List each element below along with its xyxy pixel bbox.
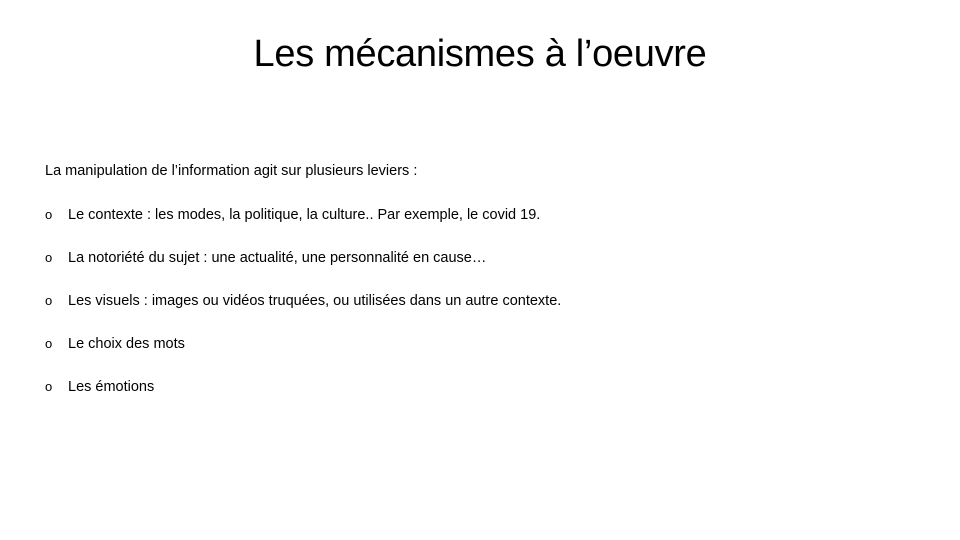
lead-text: La manipulation de l’information agit sur plusieurs leviers : <box>45 163 418 179</box>
bullet-marker-icon: o <box>45 250 53 265</box>
bullet-item <box>45 290 925 312</box>
bullet-text: La notoriété du sujet : une actualité, une personnalité en cause… <box>68 250 487 266</box>
bullet-marker-icon: o <box>45 336 53 351</box>
bullet-item <box>45 376 925 398</box>
bullet-text: Le contexte : les modes, la politique, la culture.. Par exemple, le covid 19. <box>68 207 541 223</box>
slide-content <box>45 160 925 419</box>
bullet-item <box>45 333 925 355</box>
bullet-list <box>45 204 925 398</box>
bullet-item <box>45 247 925 269</box>
bullet-marker-icon: o <box>45 293 53 308</box>
bullet-text: Les émotions <box>68 379 155 395</box>
bullet-text: Le choix des mots <box>68 336 185 352</box>
bullet-marker-icon: o <box>45 379 53 394</box>
slide-title: Les mécanismes à l’oeuvre <box>253 33 707 75</box>
bullet-item <box>45 204 925 226</box>
bullet-marker-icon: o <box>45 207 53 222</box>
bullet-text: Les visuels : images ou vidéos truquées, ou utilisées dans un autre contexte. <box>68 293 562 309</box>
